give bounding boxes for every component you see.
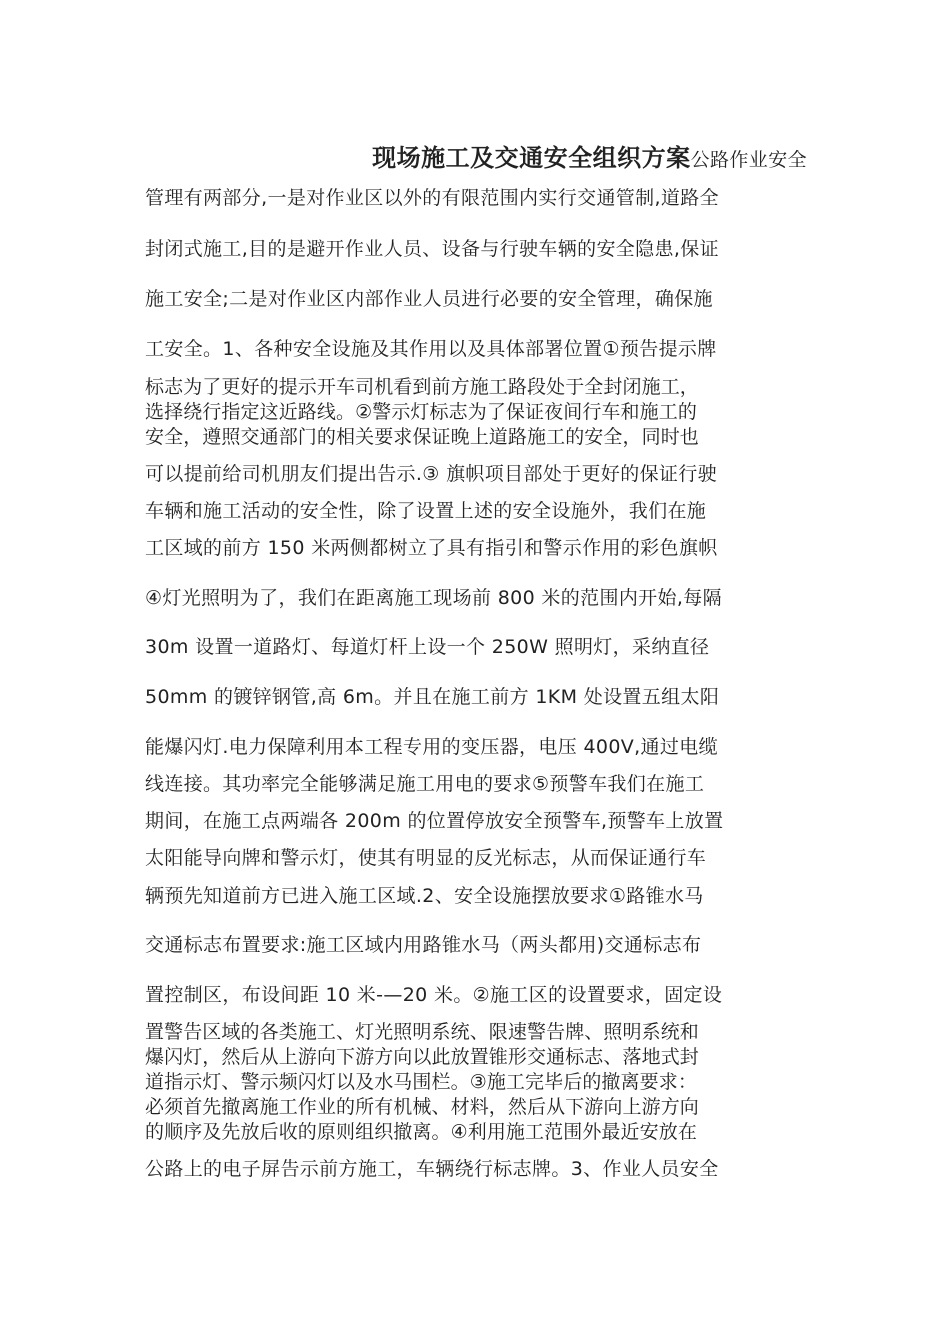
body-line: 车辆和施工活动的安全性，除了设置上述的安全设施外，我们在施 [145, 500, 707, 522]
body-line: 工安全。1、各种安全设施及其作用以及具体部署位置①预告提示牌 [145, 338, 717, 360]
body-line: 50mm 的镀锌钢管,高 6m。并且在施工前方 1KM 处设置五组太阳 [145, 686, 720, 708]
body-line: 可以提前给司机朋友们提出告示.③ 旗帜项目部处于更好的保证行驶 [145, 463, 717, 485]
body-line: 线连接。其功率完全能够满足施工用电的要求⑤预警车我们在施工 [145, 773, 705, 795]
body-line: 工区域的前方 150 米两侧都树立了具有指引和警示作用的彩色旗帜 [145, 537, 718, 559]
body-line: 太阳能导向牌和警示灯，使其有明显的反光标志，从而保证通行车 [145, 847, 707, 869]
body-line: 施工安全;二是对作业区内部作业人员进行必要的安全管理，确保施 [145, 288, 713, 310]
body-line: 封闭式施工,目的是避开作业人员、设备与行驶车辆的安全隐患,保证 [145, 238, 719, 260]
body-line: 必须首先撤离施工作业的所有机械、材料，然后从下游向上游方向 [145, 1096, 699, 1118]
body-line: 期间，在施工点两端各 200m 的位置停放安全预警车,预警车上放置 [145, 810, 724, 832]
body-line: 的顺序及先放后收的原则组织撤离。④利用施工范围外最近安放在 [145, 1121, 697, 1143]
body-line: 公路上的电子屏告示前方施工，车辆绕行标志牌。3、作业人员安全 [145, 1158, 719, 1180]
body-line: 选择绕行指定这近路线。②警示灯标志为了保证夜间行车和施工的 [145, 401, 697, 423]
body-line: 安全，遵照交通部门的相关要求保证晚上道路施工的安全，同时也 [145, 426, 699, 448]
body-line: 爆闪灯，然后从上游向下游方向以此放置锥形交通标志、落地式封 [145, 1046, 699, 1068]
body-line: 道指示灯、警示频闪灯以及水马围栏。③施工完毕后的撤离要求： [145, 1071, 697, 1093]
title-tail-text: 公路作业安全 [690, 149, 807, 171]
body-line: 能爆闪灯.电力保障利用本工程专用的变压器，电压 400V,通过电缆 [145, 736, 718, 758]
body-line: 标志为了更好的提示开车司机看到前方施工路段处于全封闭施工， [145, 376, 699, 398]
body-line: 交通标志布置要求:施工区域内用路锥水马（两头都用)交通标志布 [145, 934, 702, 956]
document-title: 现场施工及交通安全组织方案 [372, 144, 691, 172]
body-line: 置警告区域的各类施工、灯光照明系统、限速警告牌、照明系统和 [145, 1021, 699, 1043]
body-line: 置控制区，布设间距 10 米-—20 米。②施工区的设置要求，固定设 [145, 984, 723, 1006]
body-line: ④灯光照明为了，我们在距离施工现场前 800 米的范围内开始,每隔 [145, 587, 722, 609]
body-line: 30m 设置一道路灯、每道灯杆上设一个 250W 照明灯，采纳直径 [145, 636, 710, 658]
title-line [145, 138, 807, 173]
body-line: 管理有两部分,一是对作业区以外的有限范围内实行交通管制,道路全 [145, 187, 719, 209]
body-line: 辆预先知道前方已进入施工区域.2、安全设施摆放要求①路锥水马 [145, 885, 704, 907]
